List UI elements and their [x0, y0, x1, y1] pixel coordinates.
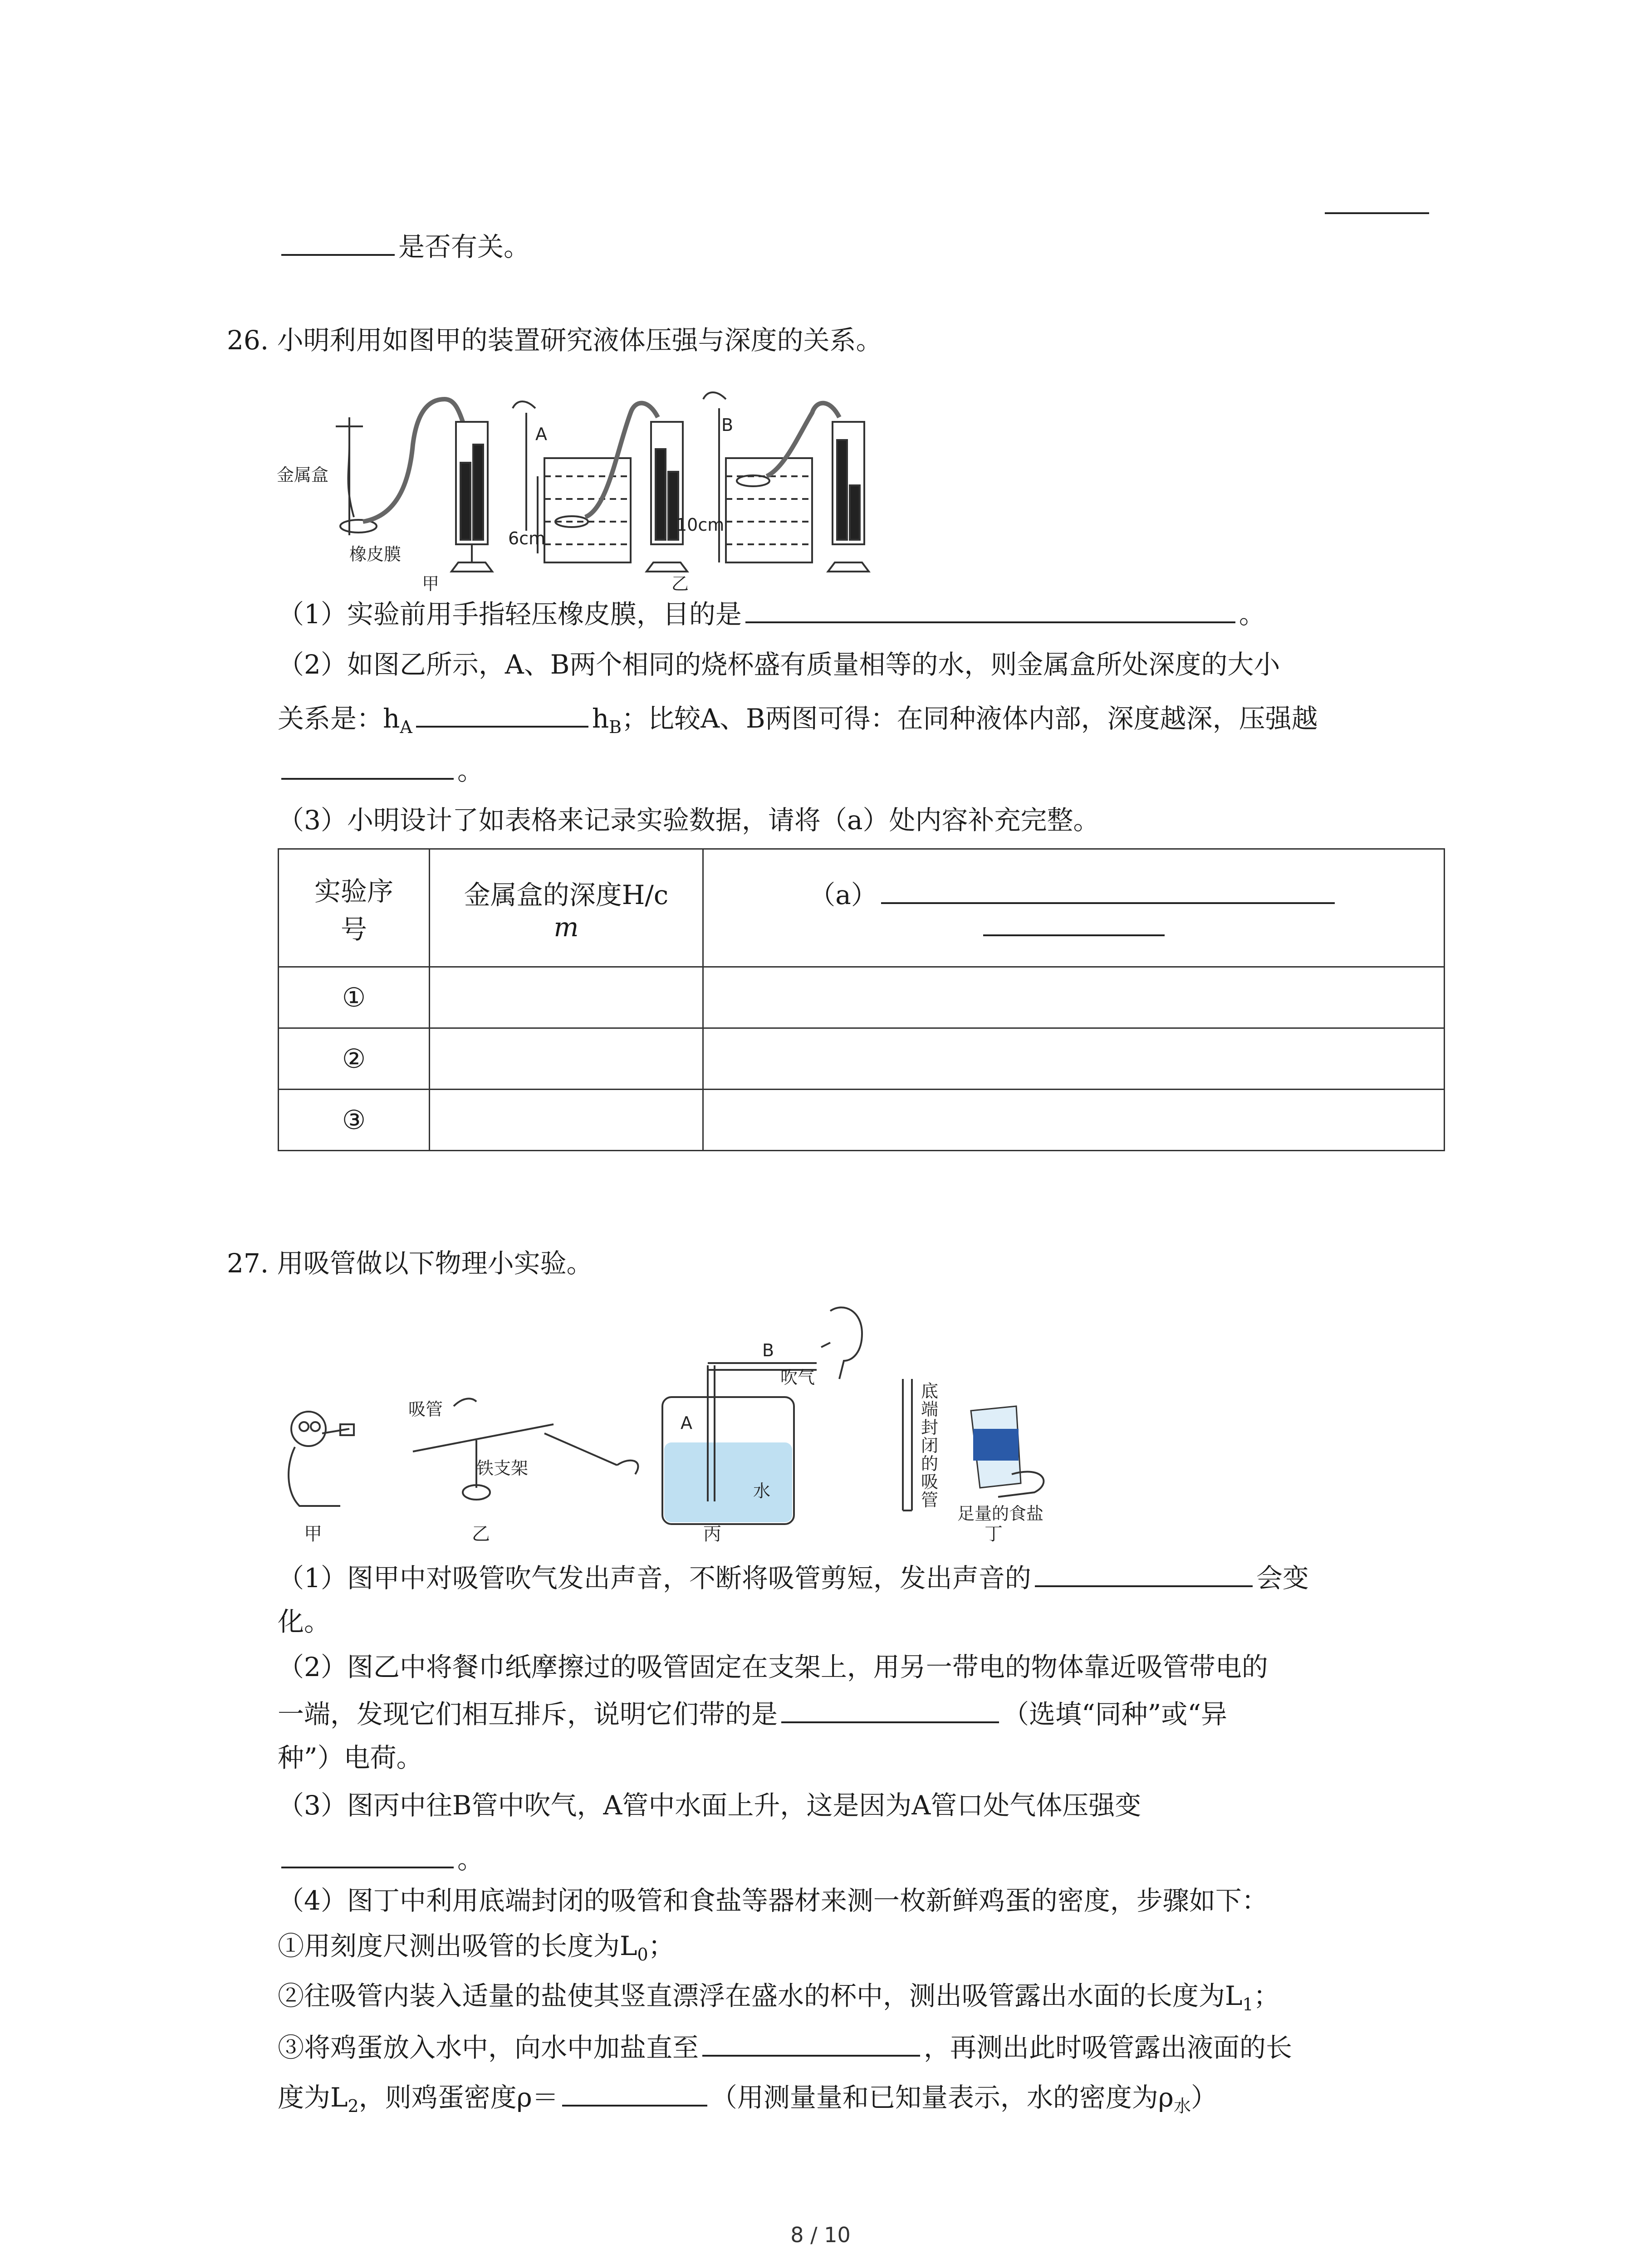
q26-p2-line2: 关系是：$h_A$ $h_B$；比较A、B两图可得：在同种液体内部，深度越深，压强越	[278, 699, 1318, 745]
table-header-depth: 金属盒的深度H/c m	[430, 849, 703, 967]
caption-yi: 乙	[671, 574, 689, 594]
answer-blank-sound[interactable]	[1035, 1558, 1253, 1587]
answer-blank-compare[interactable]	[416, 699, 588, 728]
table-row: ③	[279, 1090, 1445, 1151]
label-metal-box: 金属盒	[277, 465, 329, 485]
q26-p2-line3: 。	[278, 751, 484, 789]
q26-title: 26. 小明利用如图甲的装置研究液体压强与深度的关系。	[227, 325, 882, 356]
q27-step3-line2: 度为$L_2$，则鸡蛋密度ρ＝ （用测量量和已知量表示，水的密度为$\rho_水$）	[278, 2077, 1217, 2124]
label-blow: 吹气	[780, 1368, 815, 1388]
table-row: ①	[279, 967, 1445, 1028]
q27-step1: ①用刻度尺测出吸管的长度为$L_0$；	[278, 1931, 675, 1965]
q27-p3-line2: 。	[278, 1839, 484, 1877]
straw-on-stand	[413, 1398, 638, 1500]
q26-p1: （1）实验前用手指轻压橡皮膜，目的是 。	[278, 594, 1265, 632]
answer-blank-charge[interactable]	[781, 1694, 999, 1723]
answer-blank-purpose[interactable]	[745, 594, 1235, 623]
table-header-a: （a）	[703, 849, 1445, 967]
label-sealed-char: 底	[921, 1381, 939, 1401]
q27-p3-line1: （3）图丙中往B管中吹气，A管中水面上升，这是因为A管口处气体压强变	[278, 1790, 1141, 1821]
label-depth-10cm: 10cm	[676, 515, 725, 535]
label-A: A	[681, 1413, 692, 1433]
label-stand: 铁支架	[476, 1458, 529, 1478]
table-row: ②	[279, 1028, 1445, 1090]
q26-figure	[272, 381, 885, 594]
answer-blank-pressure[interactable]	[281, 751, 454, 780]
salt-bag-icon	[971, 1406, 1043, 1497]
label-sealed-char: 吸	[921, 1472, 939, 1492]
q27-p1-cont: 化。	[278, 1606, 331, 1637]
caption-yi: 乙	[472, 1524, 490, 1545]
answer-blank[interactable]	[281, 227, 395, 256]
page-number: 8 / 10	[790, 2223, 851, 2247]
label-B: B	[762, 1340, 774, 1360]
label-membrane: 橡皮膜	[349, 544, 402, 564]
q27-figure	[272, 1293, 1112, 1551]
q27-p2-line2: 一端，发现它们相互排斥，说明它们带的是 （选填“同种”或“异	[278, 1694, 1227, 1732]
q27-step3-line1: ③将鸡蛋放入水中，向水中加盐直至 ，再测出此时吸管露出液面的长	[278, 2028, 1292, 2066]
answer-blank-a-cont[interactable]	[983, 912, 1165, 936]
q26-p2-line1: （2）如图乙所示，A、B两个相同的烧杯盛有质量相等的水，则金属盒所处深度的大小	[278, 649, 1280, 680]
label-sealed-char: 管	[921, 1490, 939, 1510]
caption-bing: 丙	[703, 1524, 721, 1545]
label-sealed-char: 封	[921, 1418, 939, 1437]
q27-p2-line1: （2）图乙中将餐巾纸摩擦过的吸管固定在支架上，用另一带电的物体靠近吸管带电的	[278, 1652, 1268, 1682]
sealed-straw	[903, 1379, 912, 1510]
caption-ding: 丁	[985, 1524, 1003, 1545]
person-blowing-straw	[289, 1412, 354, 1506]
label-straw: 吸管	[408, 1399, 443, 1419]
answer-blank-until[interactable]	[702, 2028, 920, 2057]
label-sealed-char: 端	[921, 1399, 939, 1419]
answer-blank-density[interactable]	[562, 2077, 707, 2107]
caption-jia: 甲	[304, 1524, 322, 1545]
q27-p2-line3: 种”）电荷。	[278, 1742, 423, 1773]
label-A: A	[535, 424, 547, 444]
prev-question-tail: 是否有关。	[278, 227, 530, 265]
caption-jia: 甲	[422, 574, 440, 594]
q26-p3: （3）小明设计了如表格来记录实验数据，请将（a）处内容补充完整。	[278, 805, 1100, 836]
label-sealed-char: 的	[921, 1454, 939, 1474]
data-table	[278, 848, 1445, 1151]
q27-title: 27. 用吸管做以下物理小实验。	[227, 1248, 593, 1279]
label-sealed-char: 闭	[921, 1436, 939, 1456]
table-header-index: 实验序 号	[279, 849, 430, 967]
label-salt: 足量的食盐	[957, 1504, 1044, 1524]
q27-p4-line1: （4）图丁中利用底端封闭的吸管和食盐等器材来测一枚新鲜鸡蛋的密度，步骤如下：	[278, 1885, 1268, 1916]
label-B: B	[721, 415, 734, 435]
q27-p1: （1）图甲中对吸管吹气发出声音，不断将吸管剪短，发出声音的 会变	[278, 1558, 1309, 1596]
answer-blank[interactable]	[1325, 212, 1429, 214]
answer-blank-a[interactable]	[881, 880, 1335, 904]
answer-blank-pressure-change[interactable]	[281, 1839, 454, 1868]
q27-step2: ②往吸管内装入适量的盐使其竖直漂浮在盛水的杯中，测出吸管露出水面的长度为$L_1$；	[278, 1980, 1280, 2014]
label-water: 水	[753, 1481, 771, 1501]
label-depth-6cm: 6cm	[508, 528, 546, 548]
